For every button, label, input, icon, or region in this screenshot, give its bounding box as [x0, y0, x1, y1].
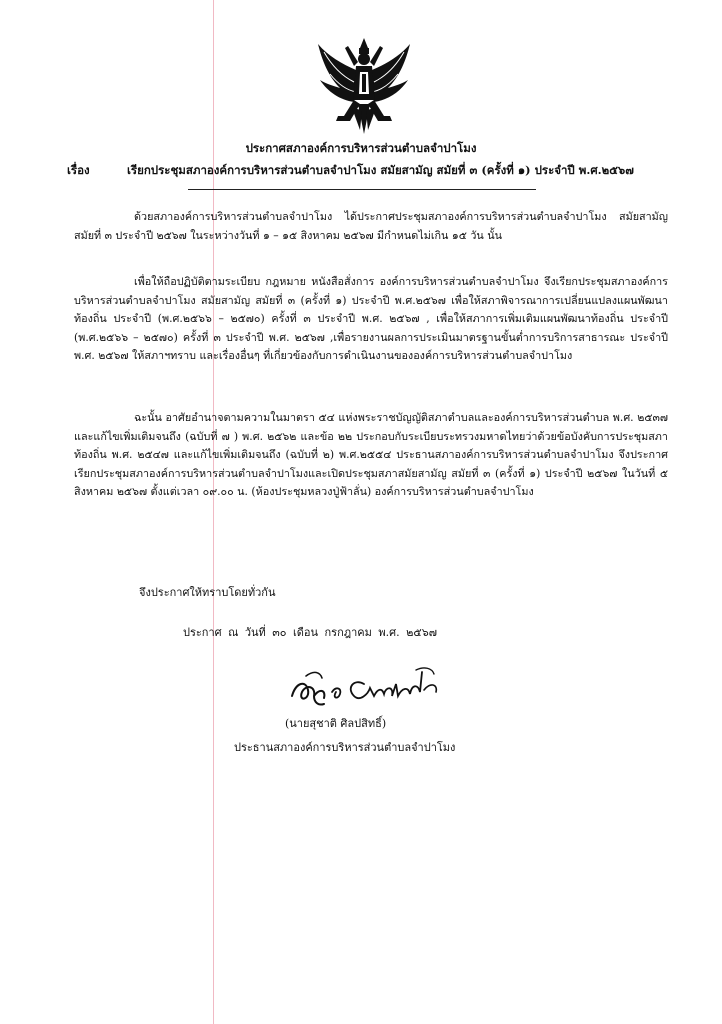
paragraph-2: เพื่อให้ถือปฏิบัติตามระเบียบ กฎหมาย หนังสือสั่งการ องค์การบริหารส่วนตำบลจำปาโมง จึงเรียกประชุมสภาองค์การบริหารส่วนตำบลจำปาโมง สมัยสามัญ สมัยที่ ๓ (ครั้งที่ ๑) ประจำปี พ.ศ.๒๕๖๗ เพื่อให้สภาพิจารณาการเปลี่ยนแปลงแผนพัฒนาท้องถิ่น ประจำปี (พ.ศ.๒๕๖๖ – ๒๕๗๐) ครั้งที่ ๓ ประจำปี พ.ศ. ๒๕๖๗ , เพื่อให้สภาการเพิ่มเติมแผนพัฒนาท้องถิ่น ประจำปี (พ.ศ.๒๕๖๖ – ๒๕๗๐) ครั้งที่ ๓ ประจำปี พ.ศ. ๒๕๖๗ ,เพื่อรายงานผลการประเมินมาตรฐานขั้นต่ำการบริการสาธารณะ ประจำปี พ.ศ. ๒๕๖๗ ให้สภาฯทราบ และเรื่องอื่นๆ ที่เกี่ยวข้องกับการดำเนินงานขององค์การบริหารส่วนตำบลจำปาโมง	[74, 275, 668, 362]
paragraph-1: ด้วยสภาองค์การบริหารส่วนตำบลจำปาโมง ได้ประกาศประชุมสภาองค์การบริหารส่วนตำบลจำปาโมง สมัยสามัญ สมัยที่ ๓ ประจำปี ๒๕๖๗ ในระหว่างวันที่ ๑ – ๑๕ สิงหาคม ๒๕๖๗ มีกำหนดไม่เกิน ๑๕ วัน นั้น	[74, 210, 668, 242]
subject-label: เรื่อง	[67, 163, 90, 177]
header-divider	[188, 189, 536, 190]
document-title: ประกาศสภาองค์การบริหารส่วนตำบลจำปาโมง	[245, 141, 477, 155]
handwritten-signature	[284, 662, 454, 710]
garuda-emblem-icon	[314, 36, 414, 136]
signer-position: ประธานสภาองค์การบริหารส่วนตำบลจำปาโมง	[234, 741, 456, 754]
subject-text: เรียกประชุมสภาองค์การบริหารส่วนตำบลจำปาโมง สมัยสามัญ สมัยที่ ๓ (ครั้งที่ ๑) ประจำปี พ.ศ.๒๕๖๗	[127, 163, 634, 177]
notice-line: จึงประกาศให้ทราบโดยทั่วกัน	[139, 586, 276, 599]
paragraph-3: ฉะนั้น อาศัยอำนาจตามความในมาตรา ๕๔ แห่งพระราชบัญญัติสภาตำบลและองค์การบริหารส่วนตำบล พ.ศ. ๒๕๓๗ และแก้ไขเพิ่มเติมจนถึง (ฉบับที่ ๗ ) พ.ศ. ๒๕๖๒ และข้อ ๒๒ ประกอบกับระเบียบระทรวงมหาดไทยว่าด้วยข้อบังคับการประชุมสภาท้องถิ่น พ.ศ. ๒๕๔๗ และแก้ไขเพิ่มเติมจนถึง (ฉบับที่ ๒) พ.ศ.๒๕๕๔ ประธานสภาองค์การบริหารส่วนตำบลจำปาโมง จึงประกาศเรียกประชุมสภาองค์การบริหารส่วนตำบลจำปาโมงและเปิดประชุมสภาสมัยสามัญ สมัยที่ ๓ (ครั้งที่ ๑) ประจำปี ๒๕๖๗ ในวันที่ ๕ สิงหาคม ๒๕๖๗ ตั้งแต่เวลา ๐๙.๐๐ น. (ห้องประชุมหลวงปู่ฟ้าลั่น) องค์การบริหารส่วนตำบลจำปาโมง	[74, 411, 668, 498]
date-line: ประกาศ ณ วันที่ ๓๐ เดือน กรกฎาคม พ.ศ. ๒๕๖๗	[183, 626, 437, 639]
document-subject	[67, 162, 707, 180]
signer-name: (นายสุชาติ ศิลปสิทธิ์)	[285, 717, 387, 730]
